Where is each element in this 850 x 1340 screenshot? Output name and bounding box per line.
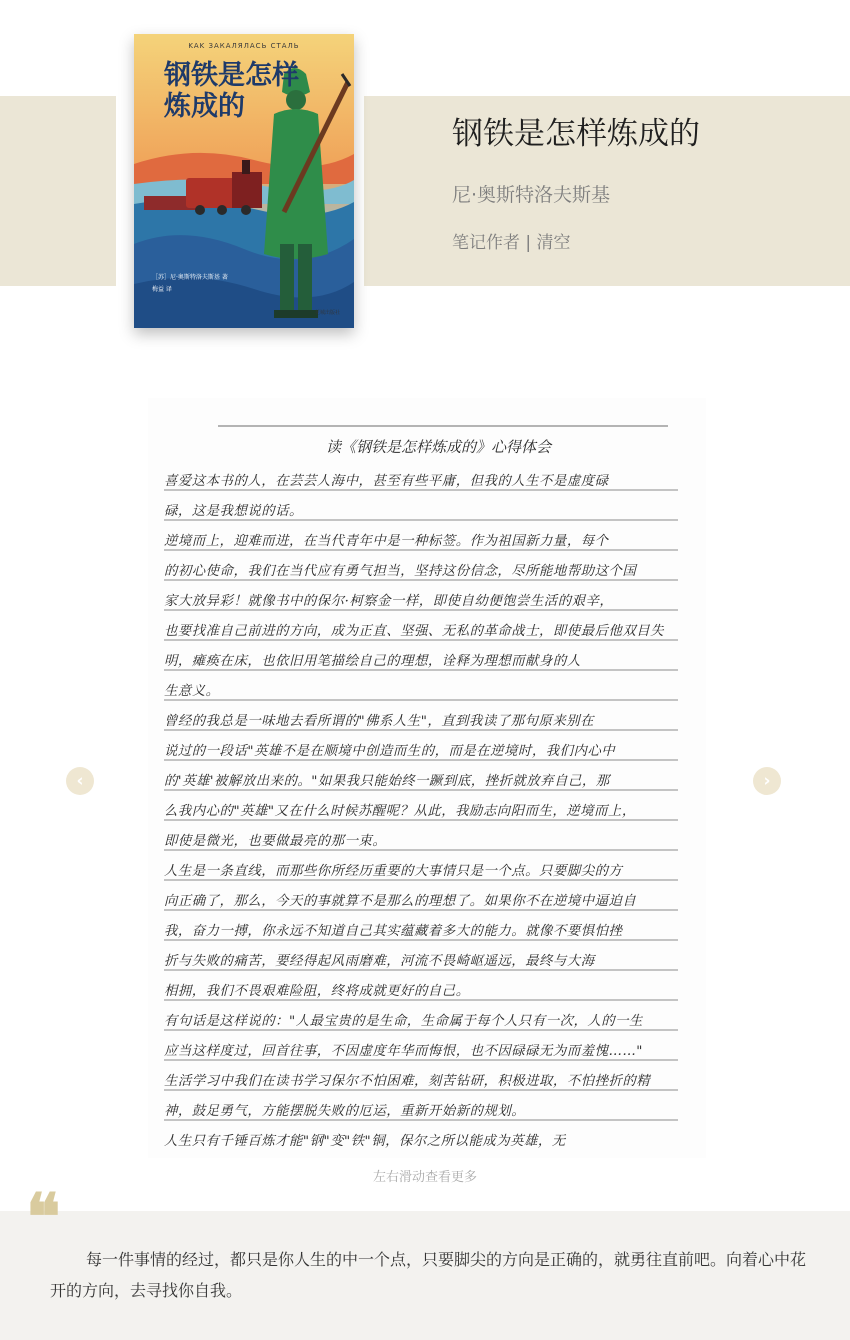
book-title: 钢铁是怎样炼成的	[452, 116, 700, 152]
cover-author: ［苏］尼·奥斯特洛夫斯基 著	[152, 274, 228, 281]
note-line: 说过的一段话"英雄不是在顺境中创造而生的，而是在逆境时，我们内心中	[164, 744, 616, 759]
note-line: 人生只有千锤百炼才能"钢"变"铁"铜，保尔之所以能成为英雄，无	[164, 1134, 566, 1149]
cover-title	[164, 60, 304, 122]
note-line: 人生是一条直线，而那些你所经历重要的大事情只是一个点。只要脚尖的方	[164, 864, 623, 879]
note-line: 喜爱这本书的人，在芸芸人海中，甚至有些平庸，但我的人生不是虚度碌	[164, 474, 609, 489]
swipe-hint: 左右滑动查看更多	[372, 1170, 477, 1185]
note-author: 笔记作者 | 清空	[452, 233, 571, 253]
cover-latin-title: KAK ЗАКАЛЯЛАСЬ СТАЛЬ	[188, 42, 300, 50]
note-line: 向正确了，那么，今天的事就算不是那么的理想了。如果你不在逆境中逼迫自	[164, 894, 637, 909]
chevron-right-icon: ›	[763, 771, 771, 791]
cover-translator: 梅益 译	[152, 286, 172, 293]
note-line: 的'英雄'被解放出来的。"如果我只能始终一蹶到底，挫折就放弃自己，那	[164, 774, 610, 789]
note-line: 么我内心的"英雄"又在什么时候苏醒呢？从此，我励志向阳而生，逆境而上，	[164, 804, 636, 819]
note-line: 相拥，我们不畏艰难险阻，终将成就更好的自己。	[164, 984, 470, 999]
book-author: 尼·奥斯特洛夫斯基	[452, 184, 611, 206]
header-band-left	[0, 96, 116, 286]
note-line: 逆境而上，迎难而进，在当代青年中是一种标签。作为祖国新力量，每个	[164, 534, 609, 549]
note-line: 也要找准自己前进的方向，成为正直、坚强、无私的革命战士，即使最后他双目失	[164, 624, 665, 639]
quote-mark-icon: ❝	[26, 1180, 61, 1255]
note-line: 家大放异彩！就像书中的保尔·柯察金一样，即使自幼便饱尝生活的艰辛，	[164, 594, 614, 609]
carousel-next-button[interactable]	[753, 767, 781, 795]
note-line: 生活学习中我们在读书学习保尔不怕困难，刻苦钻研，积极进取，不怕挫折的精	[164, 1074, 651, 1089]
quote-text: 每一件事情的经过，都只是你人生的中一个点，只要脚尖的方向是正确的，就勇往直前吧。向着心中花开的方向，去寻找你自我。	[50, 1250, 807, 1300]
note-line: 神，鼓足勇气，方能摆脱失败的厄运，重新开始新的规划。	[164, 1104, 526, 1119]
note-line: 应当这样度过，回首往事，不因虚度年华而悔恨，也不因碌碌无为而羞愧……"	[164, 1044, 643, 1059]
cover-publisher: 花城出版社	[314, 310, 340, 316]
handwritten-note-image[interactable]	[148, 398, 706, 1158]
note-line: 即使是微光，也要做最亮的那一束。	[164, 834, 387, 849]
carousel-prev-button[interactable]	[66, 767, 94, 795]
chevron-left-icon: ‹	[76, 771, 84, 791]
note-line: 生意义。	[164, 684, 220, 699]
note-line: 折与失败的痛苦，要经得起风雨磨难，河流不畏崎岖遥远，最终与大海	[164, 954, 595, 969]
note-line: 明，瘫痪在床，也依旧用笔描绘自己的理想，诠释为理想而献身的人	[164, 654, 581, 669]
note-line: 我，奋力一搏，你永远不知道自己其实蕴藏着多大的能力。就像不要惧怕挫	[164, 924, 623, 939]
note-line: 曾经的我总是一味地去看所谓的"佛系人生"，直到我读了那句原来别在	[164, 714, 595, 729]
note-line: 有句话是这样说的："人最宝贵的是生命，生命属于每个人只有一次，人的一生	[164, 1014, 643, 1029]
book-cover[interactable]	[134, 34, 354, 328]
note-line: 碌，这是我想说的话。	[164, 504, 303, 519]
note-title: 读《钢铁是怎样炼成的》心得体会	[326, 438, 552, 456]
note-line: 的初心使命，我们在当代应有勇气担当，坚持这份信念，尽所能地帮助这个国	[164, 564, 637, 579]
cover-title-line: 钢铁是怎样	[164, 60, 299, 91]
cover-title-line: 炼成的	[164, 91, 245, 122]
